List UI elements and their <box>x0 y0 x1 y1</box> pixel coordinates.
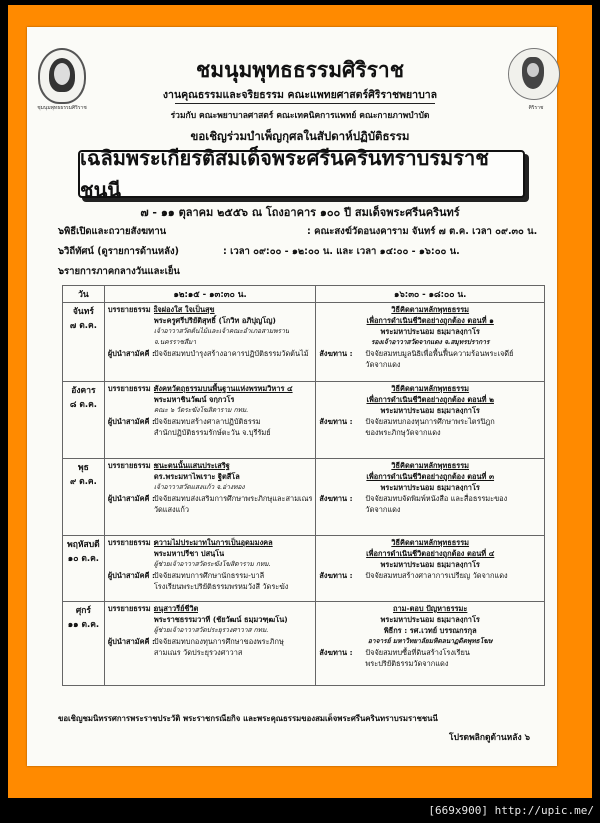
session-note: รองเจ้าอาวาสวัดจากแดง จ.สมุทรปราการ <box>370 338 490 346</box>
sponsor-text: ปัจจัยสมทบกองทุนการศึกษาของพระภิกษุ <box>153 637 284 646</box>
afternoon-cell <box>316 459 545 536</box>
sponsor-label: ผู้ปนำสามัคคี : <box>107 571 156 580</box>
page-title: ชมนุมพุทธธรรมศิริราช <box>196 57 404 82</box>
speaker-note: ผู้ช่วยเจ้าอาวาสวัดระฆังโฆสิตาราม กทม. <box>153 560 271 568</box>
morning-cell <box>104 303 316 382</box>
offering-text: ปัจจัยสมทบจัดพิมพ์หนังสือ และสื่อธรรมะของ <box>365 494 508 503</box>
event-banner: เฉลิมพระเกียรติสมเด็จพระศรีนครินทราบรมราชชนนี <box>78 150 525 198</box>
session-title: ถาม-ตอบ ปัญหาธรรมะ <box>393 604 468 613</box>
offering-label: สังฆทาน : <box>319 349 353 358</box>
sponsor-text: ปัจจัยสมทบสร้างศาลาปฏิบัติธรรม <box>153 417 261 426</box>
day-cell <box>63 602 105 686</box>
bullet-mark-icon: ๖ <box>58 246 65 257</box>
day-date: ๙ ต.ค. <box>69 477 97 487</box>
day-name: จันทร์ <box>72 307 94 317</box>
speaker-note: เจ้าอาวาสวัดต้นไม้และเจ้าคณะอำเภอสามพราน <box>153 327 290 335</box>
day-date: ๑๑ ต.ค. <box>67 620 100 630</box>
sponsor-label: ผู้ปนำสามัคคี : <box>107 349 156 358</box>
morning-cell <box>104 536 316 602</box>
session-title: วิธีคิดตามหลักพุทธธรรม <box>391 305 470 314</box>
session-subtitle: เพื่อการดำเนินชีวิตอย่างถูกต้อง ตอนที่ ๑ <box>366 316 494 325</box>
image-footer-bar <box>0 800 600 823</box>
lecture-label: บรรยายธรรม : <box>107 305 157 314</box>
offering-text-2: วัดจากแดง <box>365 505 401 514</box>
speaker-note: ผู้ช่วยเจ้าอาวาสวัดประยุรวงศาวาส กทม. <box>153 626 269 634</box>
subtitle-organizer: งานคุณธรรมและจริยธรรม คณะแพทยศาสตร์ศิริราชพยาบาล <box>162 89 438 101</box>
sponsor-text: ปัจจัยสมทบส่งเสริมการศึกษาพระภิกษุและสามเณร <box>153 494 313 503</box>
exhibition-note: ขอเชิญชมนิทรรศการพระราชประวัติ พระราชกรณียกิจ และพระคุณธรรมของสมเด็จพระศรีนครินทราบรมราชชนนี <box>58 714 438 723</box>
header-morning: ๑๒:๑๕ - ๑๓:๓๐ น. <box>104 286 316 303</box>
sponsor-text-2: สำนักปฏิบัติธรรมรักษ์ตะวัน จ.บุรีรัมย์ <box>153 428 271 437</box>
info-label: รายการภาคกลางวันและเย็น <box>64 266 180 277</box>
lecture-topic: ใจผ่องใส ใจเป็นสุข <box>153 305 215 314</box>
session-title: วิธีคิดตามหลักพุทธธรรม <box>391 384 470 393</box>
afternoon-cell <box>316 382 545 459</box>
subtitle-partners: ร่วมกับ คณะพยาบาลศาสตร์ คณะเทคนิคการแพทย์ คณะกายภาพบำบัด <box>170 111 430 121</box>
info-value: : คณะสงฆ์วัดอนงคาราม จันทร์ ๗ ต.ค. เวลา ๐๙.๓๐ น. <box>307 226 538 237</box>
morning-cell <box>104 382 316 459</box>
session-subtitle: พระมหาประนอม ธมฺมาลงฺกาโร <box>380 615 480 624</box>
lecture-speaker: พระมหาชินวัฒน์ จกฺกวโร <box>153 395 235 404</box>
lecture-label: บรรยายธรรม : <box>107 384 157 393</box>
session-subtitle: เพื่อการดำเนินชีวิตอย่างถูกต้อง ตอนที่ ๓ <box>366 472 495 481</box>
sponsor-text: ปัจจัยสมทบบำรุงสร้างอาคารปฏิบัติธรรมวัดต้นไม้ <box>153 349 309 358</box>
day-date: ๘ ต.ค. <box>69 400 97 410</box>
session-speaker: พระมหาประนอม ธมฺมาลงฺกาโร <box>380 327 480 336</box>
day-cell <box>63 536 105 602</box>
lecture-speaker: พระครูศรีปริยัติสุทธิ์ (โกวิท อภิปุญโญ) <box>153 316 276 325</box>
turn-page-note <box>449 730 530 744</box>
lecture-topic: สังคหวัตถุธรรมบนพื้นฐานแห่งพรหมวิหาร ๔ <box>153 384 293 393</box>
header-day: วัน <box>63 286 105 303</box>
offering-label: สังฆทาน : <box>319 417 353 426</box>
speaker-note: คณะ ๖ วัดระฆังโฆสิตาราม กทม. <box>153 406 249 414</box>
right-emblem-caption: ศิริราช <box>528 105 544 111</box>
table-row <box>63 382 545 459</box>
lecture-topic: ชนะตนนั้นแสนประเสริฐ <box>153 461 230 470</box>
day-name: ศุกร์ <box>75 606 91 616</box>
offering-text: ปัจจัยสมทบมูลนิธิเพื่อพื้นฟื้นความร้อนพระเจดีย์ <box>365 349 514 358</box>
offering-label: สังฆทาน : <box>319 571 353 580</box>
info-opening <box>58 224 538 239</box>
session-title: วิธีคิดตามหลักพุทธธรรม <box>391 538 470 547</box>
lecture-topic: อนุสาวรีย์ชีวิต <box>153 604 199 613</box>
offering-text: ปัจจัยสมทบกองทุนการศึกษาพระไตรปิฎก <box>365 417 495 426</box>
day-cell <box>63 303 105 382</box>
table-row <box>63 602 545 686</box>
offering-text-2: วัดจากแดง <box>365 360 401 369</box>
session-speaker: พระมหาประนอม ธมฺมาลงฺกาโร <box>380 406 480 415</box>
afternoon-cell <box>316 536 545 602</box>
table-row <box>63 303 545 382</box>
session-note: อาจารย์ มหาวิทยาลัยมหิดลนาฏดิตพุทธโฆษ <box>367 637 493 645</box>
day-name: อังคาร <box>71 386 96 396</box>
invitation-line: ขอเชิญร่วมบำเพ็ญกุศลในสัปดาห์ปฏิบัติธรรม <box>190 129 410 143</box>
sponsor-text-2: วัดแสงแก้ว <box>153 505 190 514</box>
info-programme <box>58 264 180 279</box>
session-subtitle: เพื่อการดำเนินชีวิตอย่างถูกต้อง ตอนที่ ๒ <box>366 395 494 404</box>
day-cell <box>63 459 105 536</box>
turn-page-text: โปรดพลิกดูด้านหลัง <box>449 733 522 743</box>
image-source-link[interactable]: [669x900] http://upic.me/ <box>428 804 594 817</box>
lecture-label: บรรยายธรรม : <box>107 538 157 547</box>
info-video <box>58 244 460 259</box>
bullet-mark-icon: ๖ <box>58 266 65 277</box>
day-date: ๗ ต.ค. <box>69 321 97 331</box>
sponsor-text-2: โรงเรียนพระปริยัติธรรมพรหมวังสี วัดระฆัง <box>153 582 289 591</box>
offering-text-2: ของพระภิกษุวัดจากแดง <box>365 428 441 437</box>
lecture-speaker: พระมหาปรีชา ปสนฺโน <box>153 549 225 558</box>
sponsor-label: ผู้ปนำสามัคคี : <box>107 637 156 646</box>
lecture-label: บรรยายธรรม : <box>107 604 157 613</box>
turn-page-mark-icon: ๖ <box>524 733 530 743</box>
bullet-mark-icon: ๖ <box>58 226 65 237</box>
sponsor-text-2: สามเณร วัดประยุรวงศาวาส <box>153 648 243 657</box>
offering-text-2: พระปริยัติธรรมวัดจากแดง <box>365 659 449 668</box>
day-date: ๑๐ ต.ค. <box>67 554 100 564</box>
left-emblem-caption: ชุมนุมพุทธธรรมศิริราช <box>37 105 87 111</box>
sponsor-label: ผู้ปนำสามัคคี : <box>107 417 156 426</box>
session-speaker: พิธีกร : รศ.เวทย์ บรรณกรกุล <box>383 626 477 635</box>
info-label: วิถีทัศน์ (ดูรายการด้านหลัง) <box>64 246 179 257</box>
morning-cell <box>104 602 316 686</box>
header-afternoon: ๑๖:๓๐ - ๑๘:๐๐ น. <box>316 286 545 303</box>
day-name: พฤหัสบดี <box>67 540 100 550</box>
speaker-note-2: จ.นครราชสีมา <box>153 338 197 346</box>
sponsor-text: ปัจจัยสมทบการศึกษานักธรรม-บาลี <box>153 571 265 580</box>
sponsor-label: ผู้ปนำสามัคคี : <box>107 494 156 503</box>
afternoon-cell <box>316 303 545 382</box>
header-divider <box>175 103 435 104</box>
event-dates: ๗ - ๑๑ ตุลาคม ๒๕๕๖ ณ โถงอาคาร ๑๐๐ ปี สมเด็จพระศรีนครินทร์ <box>140 206 460 219</box>
lecture-speaker: พระราชธรรมวาที (ชัยวัฒน์ ธมฺมวฑฺฒโน) <box>153 615 288 624</box>
offering-label: สังฆทาน : <box>319 494 353 503</box>
afternoon-cell <box>316 602 545 686</box>
lecture-label: บรรยายธรรม : <box>107 461 157 470</box>
table-header-row <box>63 286 545 303</box>
session-speaker: พระมหาประนอม ธมฺมาลงฺกาโร <box>380 483 480 492</box>
day-cell <box>63 382 105 459</box>
session-speaker: พระมหาประนอม ธมฺมาลงฺกาโร <box>380 560 480 569</box>
table-row <box>63 536 545 602</box>
lecture-topic: ความไม่ประมาทในการเป็นอุดมมงคล <box>153 538 273 547</box>
offering-label: สังฆทาน : <box>319 648 353 657</box>
offering-text: ปัจจัยสมทบซื้อที่ดินสร้างโรงเรียน <box>365 648 470 657</box>
morning-cell <box>104 459 316 536</box>
speaker-note: เจ้าอาวาสวัดแสงแก้ว จ.อ่างทอง <box>153 483 245 491</box>
schedule-table <box>62 285 545 686</box>
table-row <box>63 459 545 536</box>
offering-text: ปัจจัยสมทบสร้างศาลาการเปรียญ วัดจากแดง <box>365 571 508 580</box>
session-subtitle: เพื่อการดำเนินชีวิตอย่างถูกต้อง ตอนที่ ๔ <box>366 549 495 558</box>
day-name: พุธ <box>78 463 89 473</box>
info-label: พิธีเปิดและถวายสังฆทาน <box>64 226 167 237</box>
info-value: : เวลา ๐๙:๐๐ - ๑๒:๐๐ น. และ เวลา ๑๔:๐๐ - ๑๖:๐๐ น. <box>223 246 460 257</box>
session-title: วิธีคิดตามหลักพุทธธรรม <box>391 461 470 470</box>
lecture-speaker: ดร.พระมหาไพเราะ ฐิตสีโล <box>153 472 240 481</box>
